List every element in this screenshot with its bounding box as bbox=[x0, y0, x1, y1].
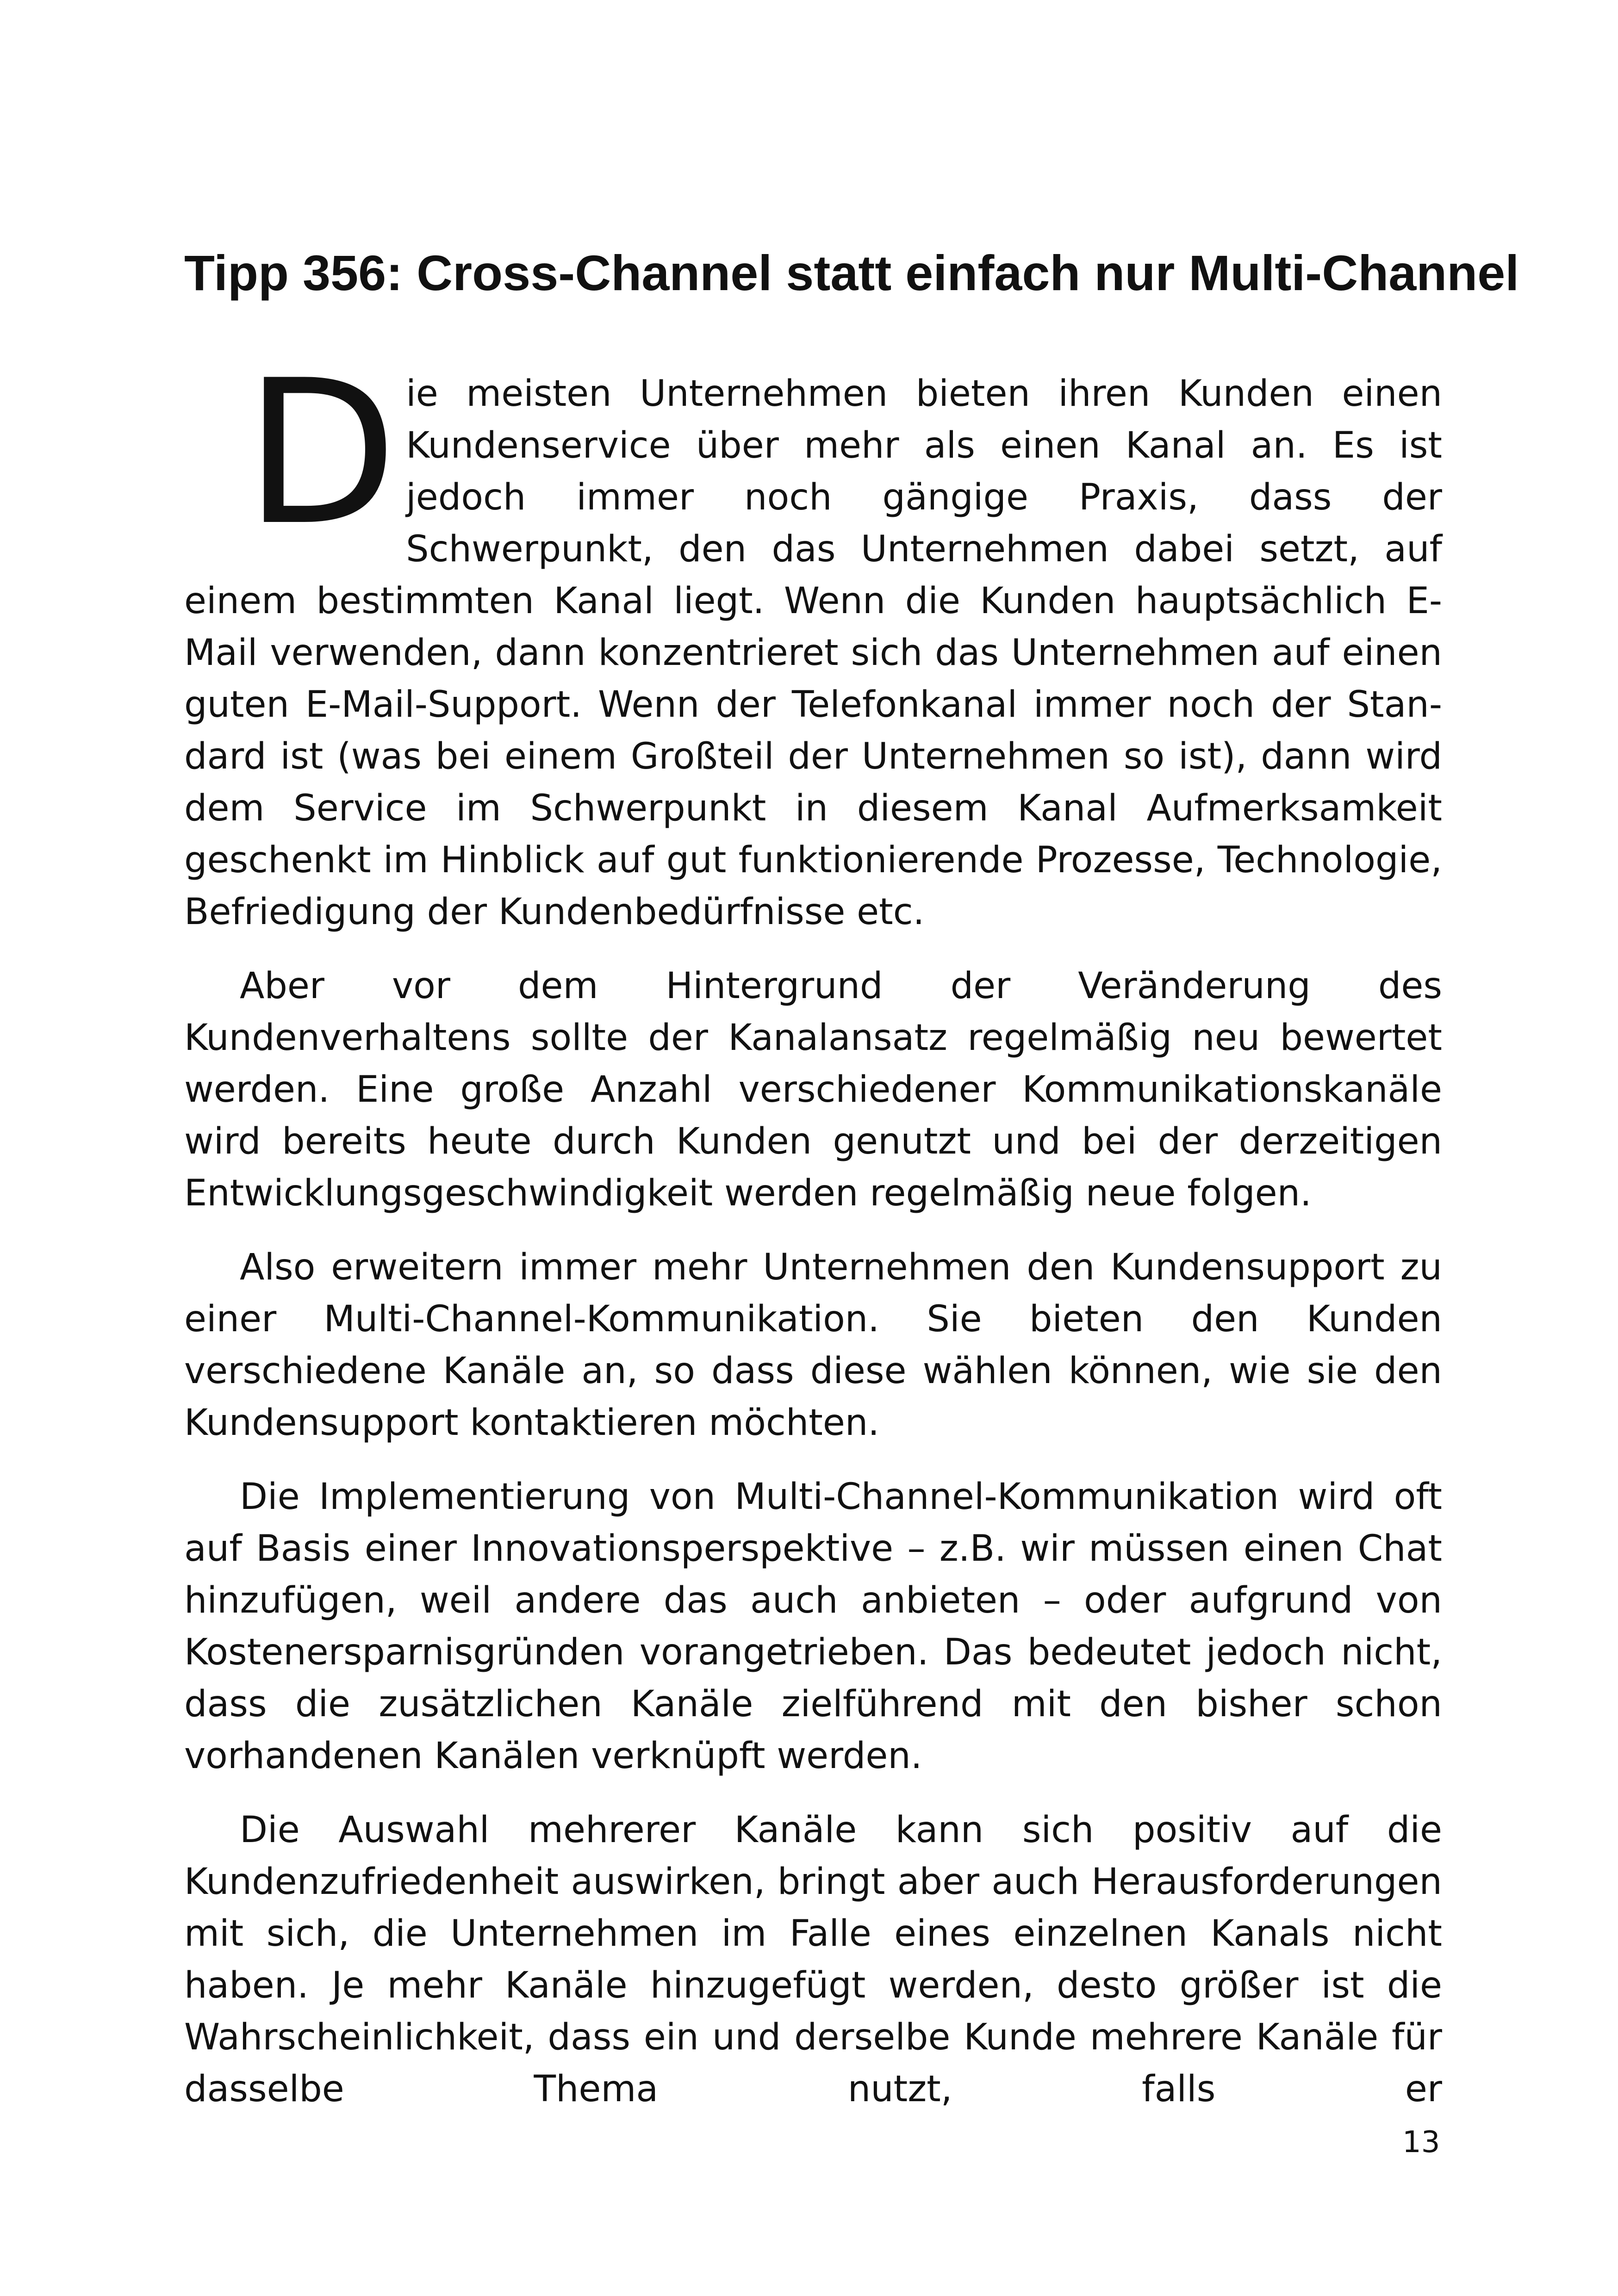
paragraph-1-text: ie meisten Unternehmen bieten ihren Kunden einen Kundenservice über mehr als einen Kanal an. Es ist jedoch immer noch gängige Praxis, dass der Schwerpunkt, den das Unternehmen dabei setzt, auf einem bestimmten Kanal liegt. Wenn die Kunden hauptsächlich E-Mail verwenden, dann konzentrieret sich das Unternehmen auf einen guten E-Mail-Support. Wenn der Telefonkanal immer noch der Standard ist (was bei einem Großteil der Unternehmen so ist), dann wird dem Service im Schwerpunkt in diesem Kanal Aufmerksamkeit geschenkt im Hinblick auf gut funktionierende Prozesse, Technologie, Befriedigung der Kundenbedürfnisse etc. bbox=[184, 373, 1442, 933]
paragraph-2: Aber vor dem Hintergrund der Veränderung des Kundenverhaltens sollte der Kanalansatz regelmäßig neu bewertet werden. Eine große Anzahl verschiedener Kommunikationskanäle wird bereits heute durch Kunden genutzt und bei der derzeitigen Entwicklungsgeschwindigkeit werden regelmäßig neue folgen. bbox=[184, 965, 1442, 1214]
page-number: 13 bbox=[1402, 2125, 1440, 2159]
section-heading: Tipp 356: Cross-Channel statt einfach nur Multi-Channel bbox=[184, 245, 1519, 301]
paragraph-1 bbox=[184, 338, 1442, 938]
paragraph-5: Die Auswahl mehrerer Kanäle kann sich positiv auf die Kundenzufriedenheit auswirken, bringt aber auch Herausforderungen mit sich, die Unternehmen im Falle eines einzelnen Kanals nicht haben. Je mehr Kanäle hinzugefügt werden, desto größer ist die Wahrscheinlichkeit, dass ein und derselbe Kunde mehrere Kanäle für dasselbe Thema nutzt, falls er bbox=[184, 1809, 1442, 2110]
paragraph-3: Also erweitern immer mehr Unternehmen den Kundensupport zu einer Multi-Channel-Kommunikation. Sie bieten den Kunden verschiedene Kanäle an, so dass diese wählen können, wie sie den Kundensupport kontaktieren möchten. bbox=[184, 1247, 1442, 1444]
drop-cap: D bbox=[244, 338, 398, 569]
paragraph-4: Die Implementierung von Multi-Channel-Kommunikation wird oft auf Basis einer Innovationsperspektive – z.B. wir müssen einen Chat hinzufügen, weil andere das auch anbieten – oder aufgrund von Kostenersparnisgründen vorangetrieben. Das bedeutet jedoch nicht, dass die zusätzlichen Kanäle zielführend mit den bisher schon vorhandenen Kanälen verknüpft werden. bbox=[184, 1476, 1442, 1777]
body-text bbox=[184, 338, 1442, 2137]
